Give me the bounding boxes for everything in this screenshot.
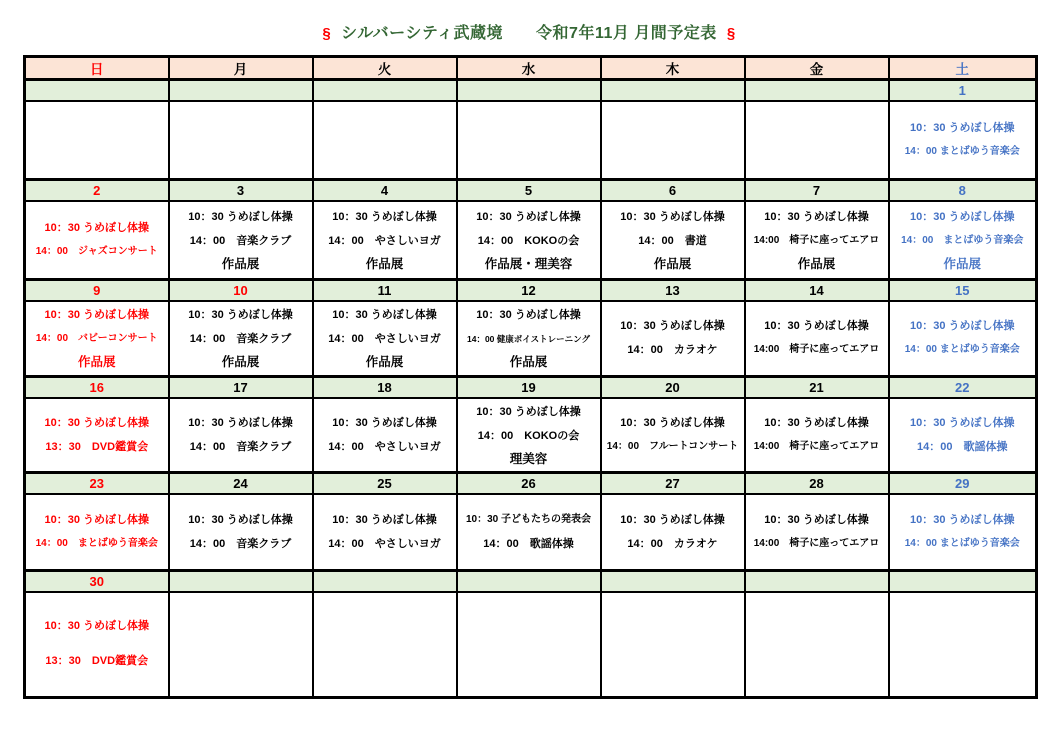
event-cell bbox=[889, 101, 1037, 180]
event-line: 10：30 うめぼし体操 bbox=[764, 210, 869, 223]
date-cell: 12 bbox=[457, 280, 601, 301]
event-line: 10：30 うめぼし体操 bbox=[44, 513, 150, 526]
date-cell: 2 bbox=[25, 180, 169, 201]
date-cell: 13 bbox=[601, 280, 745, 301]
event-line: 10：30 うめぼし体操 bbox=[332, 416, 437, 429]
date-cell: 1 bbox=[889, 80, 1037, 101]
date-cell: 16 bbox=[25, 377, 169, 398]
event-line: 14：00 フルートコンサート bbox=[606, 440, 739, 452]
event-line: 14：00 まとばゆう音楽会 bbox=[904, 344, 1020, 356]
event-cell bbox=[601, 301, 745, 377]
date-cell bbox=[601, 80, 745, 101]
event-line: 14：00 カラオケ bbox=[627, 344, 718, 357]
event-cell bbox=[457, 201, 601, 280]
event-line: 10：30 うめぼし体操 bbox=[476, 210, 581, 223]
date-cell: 14 bbox=[745, 280, 889, 301]
event-line: 14：00 KOKOの会 bbox=[477, 429, 580, 442]
event-cell bbox=[745, 494, 889, 571]
page-title-text: シルバーシティ武蔵境 令和7年11月 月間予定表 bbox=[341, 25, 717, 42]
event-cell bbox=[601, 201, 745, 280]
event-line: 10：30 うめぼし体操 bbox=[620, 320, 725, 333]
event-line: 作品展 bbox=[221, 355, 260, 370]
event-row bbox=[25, 494, 1037, 571]
event-line: 作品展 bbox=[653, 256, 692, 271]
date-row bbox=[25, 80, 1037, 101]
event-line: 作品展 bbox=[797, 256, 836, 271]
event-cell bbox=[889, 592, 1037, 698]
event-cell bbox=[169, 494, 313, 571]
date-cell bbox=[313, 571, 457, 592]
weekday-header-cell: 水 bbox=[457, 57, 601, 80]
date-cell: 6 bbox=[601, 180, 745, 201]
event-cell bbox=[889, 398, 1037, 473]
event-line: 14：00 やさしいヨガ bbox=[328, 333, 441, 346]
event-row bbox=[25, 101, 1037, 180]
event-line: 10：30 うめぼし体操 bbox=[332, 210, 437, 223]
event-line: 14：00 音楽クラブ bbox=[189, 537, 292, 550]
event-cell bbox=[169, 101, 313, 180]
event-line: 10：30 うめぼし体操 bbox=[909, 121, 1015, 134]
date-cell: 18 bbox=[313, 377, 457, 398]
date-cell bbox=[313, 80, 457, 101]
event-line: 10：30 子どもたちの発表会 bbox=[465, 513, 592, 525]
event-line: 10：30 うめぼし体操 bbox=[620, 513, 725, 526]
event-cell bbox=[457, 101, 601, 180]
section-mark-left: § bbox=[322, 25, 332, 42]
date-cell bbox=[457, 571, 601, 592]
event-line: 作品展 bbox=[943, 256, 981, 271]
event-line: 14：00 まとばゆう音楽会 bbox=[35, 537, 158, 549]
event-line: 作品展・理美容 bbox=[484, 256, 573, 271]
event-line: 10：30 うめぼし体操 bbox=[332, 513, 437, 526]
event-line: 14：00 まとばゆう音楽会 bbox=[901, 234, 1024, 246]
event-line: 13：30 DVD鑑賞会 bbox=[45, 440, 149, 453]
event-cell bbox=[313, 494, 457, 571]
event-line: 14：00 ジャズコンサート bbox=[35, 245, 158, 257]
event-cell bbox=[313, 101, 457, 180]
event-cell bbox=[745, 101, 889, 180]
event-line: 作品展 bbox=[77, 355, 116, 370]
weekday-header-cell: 火 bbox=[313, 57, 457, 80]
date-cell bbox=[169, 80, 313, 101]
event-line: 14：00 やさしいヨガ bbox=[328, 234, 441, 247]
event-line: 10：30 うめぼし体操 bbox=[764, 513, 869, 526]
event-cell bbox=[169, 398, 313, 473]
event-cell bbox=[25, 301, 169, 377]
date-cell: 9 bbox=[25, 280, 169, 301]
event-line: 14：00 書道 bbox=[638, 234, 707, 247]
event-cell bbox=[457, 494, 601, 571]
event-cell bbox=[169, 592, 313, 698]
event-cell bbox=[457, 398, 601, 473]
event-line: 10：30 うめぼし体操 bbox=[476, 405, 581, 418]
date-row bbox=[25, 571, 1037, 592]
weekday-header-cell: 金 bbox=[745, 57, 889, 80]
date-row bbox=[25, 377, 1037, 398]
event-line: 10：30 うめぼし体操 bbox=[764, 416, 869, 429]
date-cell: 24 bbox=[169, 473, 313, 494]
date-cell bbox=[889, 571, 1037, 592]
event-cell bbox=[25, 398, 169, 473]
date-cell: 17 bbox=[169, 377, 313, 398]
date-cell bbox=[457, 80, 601, 101]
event-cell bbox=[313, 301, 457, 377]
event-line: 10：30 うめぼし体操 bbox=[620, 210, 725, 223]
event-cell bbox=[745, 301, 889, 377]
event-line: 14：00 音楽クラブ bbox=[189, 234, 292, 247]
event-line: 10：30 うめぼし体操 bbox=[620, 416, 725, 429]
date-cell: 22 bbox=[889, 377, 1037, 398]
event-cell bbox=[889, 301, 1037, 377]
event-line: 14：00 歌謡体操 bbox=[917, 440, 1008, 453]
event-line: 10：30 うめぼし体操 bbox=[44, 620, 150, 633]
event-line: 10：30 うめぼし体操 bbox=[764, 320, 869, 333]
date-cell: 21 bbox=[745, 377, 889, 398]
event-line: 10：30 うめぼし体操 bbox=[476, 309, 581, 322]
event-cell bbox=[25, 592, 169, 698]
event-line: 10：30 うめぼし体操 bbox=[188, 210, 293, 223]
event-line: 10：30 うめぼし体操 bbox=[332, 309, 437, 322]
date-cell: 3 bbox=[169, 180, 313, 201]
event-cell bbox=[25, 101, 169, 180]
event-line: 14：00 歌謡体操 bbox=[483, 537, 574, 550]
event-row bbox=[25, 592, 1037, 698]
weekday-header-cell: 月 bbox=[169, 57, 313, 80]
event-line: 10：30 うめぼし体操 bbox=[44, 309, 150, 322]
event-line: 理美容 bbox=[509, 451, 548, 466]
event-cell bbox=[457, 301, 601, 377]
event-cell bbox=[745, 201, 889, 280]
date-cell bbox=[169, 571, 313, 592]
date-cell: 23 bbox=[25, 473, 169, 494]
event-cell bbox=[601, 101, 745, 180]
event-line: 14：00 バビーコンサート bbox=[35, 333, 158, 345]
weekday-header-cell: 日 bbox=[25, 57, 169, 80]
event-line: 10：30 うめぼし体操 bbox=[909, 320, 1015, 333]
event-line: 10：30 うめぼし体操 bbox=[44, 416, 150, 429]
event-line: 10：30 うめぼし体操 bbox=[188, 309, 293, 322]
event-line: 14:00 椅子に座ってエアロ bbox=[753, 234, 880, 246]
date-cell: 4 bbox=[313, 180, 457, 201]
date-cell: 27 bbox=[601, 473, 745, 494]
event-line: 14:00 椅子に座ってエアロ bbox=[753, 537, 880, 549]
event-cell bbox=[457, 592, 601, 698]
calendar-table bbox=[23, 55, 1038, 699]
event-line: 14：00 まとばゆう音楽会 bbox=[904, 145, 1020, 157]
event-line: 14：00 やさしいヨガ bbox=[328, 440, 441, 453]
event-cell bbox=[889, 494, 1037, 571]
date-cell: 10 bbox=[169, 280, 313, 301]
section-mark-right: § bbox=[726, 25, 736, 42]
date-cell: 25 bbox=[313, 473, 457, 494]
event-line: 13：30 DVD鑑賞会 bbox=[45, 655, 149, 668]
date-cell: 30 bbox=[25, 571, 169, 592]
event-row bbox=[25, 201, 1037, 280]
event-line: 作品展 bbox=[221, 256, 260, 271]
event-line: 10：30 うめぼし体操 bbox=[188, 416, 293, 429]
weekday-header-row bbox=[25, 57, 1037, 80]
event-line: 作品展 bbox=[509, 355, 548, 370]
event-line: 10：30 うめぼし体操 bbox=[909, 416, 1015, 429]
weekday-header-cell: 木 bbox=[601, 57, 745, 80]
event-line: 14：00 KOKOの会 bbox=[477, 234, 580, 247]
event-row bbox=[25, 301, 1037, 377]
event-line: 14：00 カラオケ bbox=[627, 537, 718, 550]
date-row bbox=[25, 473, 1037, 494]
event-line: 14:00 椅子に座ってエアロ bbox=[753, 440, 880, 452]
event-row bbox=[25, 398, 1037, 473]
event-line: 10：30 うめぼし体操 bbox=[909, 513, 1015, 526]
date-cell: 19 bbox=[457, 377, 601, 398]
event-line: 14：00 音楽クラブ bbox=[189, 440, 292, 453]
event-cell bbox=[889, 201, 1037, 280]
event-line: 14：00 やさしいヨガ bbox=[328, 537, 441, 550]
event-cell bbox=[313, 398, 457, 473]
event-line: 10：30 うめぼし体操 bbox=[909, 210, 1015, 223]
event-cell bbox=[169, 301, 313, 377]
date-cell bbox=[745, 571, 889, 592]
date-cell bbox=[25, 80, 169, 101]
event-line: 14：00 まとばゆう音楽会 bbox=[904, 537, 1020, 549]
event-line: 14：00 音楽クラブ bbox=[189, 333, 292, 346]
date-cell: 11 bbox=[313, 280, 457, 301]
event-line: 14：00 健康ボイストレーニング bbox=[466, 334, 591, 345]
date-cell bbox=[745, 80, 889, 101]
date-cell: 20 bbox=[601, 377, 745, 398]
date-cell: 28 bbox=[745, 473, 889, 494]
event-line: 10：30 うめぼし体操 bbox=[188, 513, 293, 526]
event-cell bbox=[313, 592, 457, 698]
event-line: 作品展 bbox=[365, 256, 404, 271]
event-line: 14:00 椅子に座ってエアロ bbox=[753, 344, 880, 356]
date-cell: 29 bbox=[889, 473, 1037, 494]
date-row bbox=[25, 180, 1037, 201]
event-line: 10：30 うめぼし体操 bbox=[44, 221, 150, 234]
weekday-header-cell: 土 bbox=[889, 57, 1037, 80]
event-cell bbox=[601, 494, 745, 571]
page-title bbox=[0, 20, 1058, 43]
event-cell bbox=[601, 398, 745, 473]
event-cell bbox=[25, 494, 169, 571]
date-cell: 5 bbox=[457, 180, 601, 201]
date-cell: 15 bbox=[889, 280, 1037, 301]
date-cell: 8 bbox=[889, 180, 1037, 201]
event-line: 作品展 bbox=[365, 355, 404, 370]
event-cell bbox=[313, 201, 457, 280]
event-cell bbox=[745, 592, 889, 698]
event-cell bbox=[25, 201, 169, 280]
date-row bbox=[25, 280, 1037, 301]
date-cell: 26 bbox=[457, 473, 601, 494]
date-cell: 7 bbox=[745, 180, 889, 201]
date-cell bbox=[601, 571, 745, 592]
calendar-body bbox=[25, 80, 1037, 698]
event-cell bbox=[169, 201, 313, 280]
event-cell bbox=[601, 592, 745, 698]
event-cell bbox=[745, 398, 889, 473]
